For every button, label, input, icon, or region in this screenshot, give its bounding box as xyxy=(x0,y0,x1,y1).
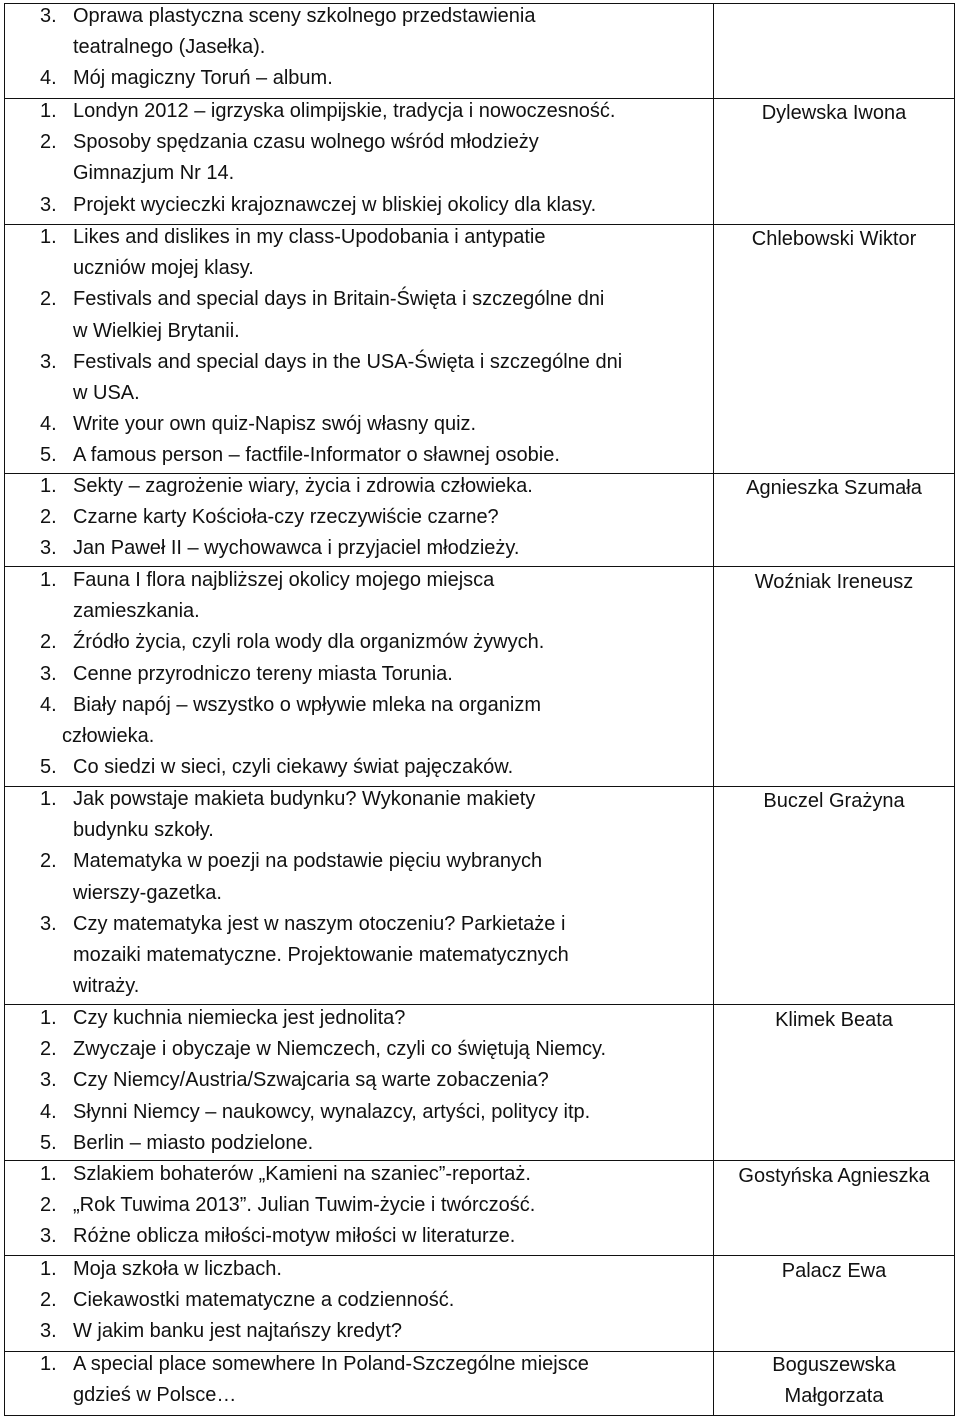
topic-text: Biały napój – wszystko o wpływie mleka na organizm xyxy=(73,693,541,716)
topic-text: W jakim banku jest najtańszy kredyt? xyxy=(73,1320,403,1343)
topic-number: 3. xyxy=(40,350,57,373)
topic-number: 1. xyxy=(40,1353,57,1375)
topic-text: Jan Paweł II – wychowawca i przyjaciel młodzieży. xyxy=(73,537,520,560)
topic-text: zamieszkania. xyxy=(73,600,200,623)
row-separator xyxy=(5,1351,954,1352)
topic-number: 3. xyxy=(40,193,57,216)
topic-text: Zwyczaje i obyczaje w Niemczech, czyli co świętują Niemcy. xyxy=(73,1038,607,1061)
author-name: Klimek Beata xyxy=(775,1009,893,1031)
topic-number: 4. xyxy=(40,67,57,90)
topic-number: 3. xyxy=(40,912,57,935)
topic-number: 5. xyxy=(40,1131,57,1154)
topic-text: Różne oblicza miłości-motyw miłości w literaturze. xyxy=(73,1225,516,1248)
topic-number: 1. xyxy=(40,569,57,591)
topic-text: Czy matematyka jest w naszym otoczeniu? Parkietaże i xyxy=(73,912,566,935)
topic-text: Sposoby spędzania czasu wolnego wśród młodzieży xyxy=(73,131,539,154)
topic-number: 1. xyxy=(40,226,57,248)
author-name: Woźniak Ireneusz xyxy=(754,571,914,593)
topic-text: Oprawa plastyczna sceny szkolnego przedstawienia xyxy=(73,5,536,27)
topic-number: 1. xyxy=(40,788,57,810)
topic-text: Festivals and special days in the USA-Święta i szczególne dni xyxy=(73,350,623,373)
topic-text: Cenne przyrodniczo tereny miasta Torunia. xyxy=(73,662,453,685)
topic-text: Czarne karty Kościoła-czy rzeczywiście czarne? xyxy=(73,506,499,529)
topic-text: gdzieś w Polsce… xyxy=(73,1384,237,1407)
topic-text: Moja szkoła w liczbach. xyxy=(73,1258,282,1280)
row-separator xyxy=(5,1004,954,1005)
topic-number: 1. xyxy=(40,1258,57,1280)
topic-text: Likes and dislikes in my class-Upodobania i antypatie xyxy=(73,226,546,248)
row-separator xyxy=(5,786,954,787)
row-separator xyxy=(5,1160,954,1161)
topic-text: Źródło życia, czyli rola wody dla organizmów żywych. xyxy=(73,631,545,654)
topic-text: Czy Niemcy/Austria/Szwajcaria są warte zobaczenia? xyxy=(73,1069,549,1092)
column-divider xyxy=(713,4,714,1415)
topic-text: „Rok Tuwima 2013”. Julian Tuwim-życie i twórczość. xyxy=(73,1194,536,1217)
topic-text: Londyn 2012 – igrzyska olimpijskie, tradycja i nowoczesność. xyxy=(73,100,616,122)
topic-text: Czy kuchnia niemiecka jest jednolita? xyxy=(73,1007,406,1029)
topic-number: 1. xyxy=(40,1163,57,1185)
topic-text: Gimnazjum Nr 14. xyxy=(73,162,235,185)
topic-text: teatralnego (Jasełka). xyxy=(73,36,266,59)
author-name: Małgorzata xyxy=(784,1385,884,1408)
topic-number: 1. xyxy=(40,475,57,497)
topic-text: w USA. xyxy=(73,382,140,404)
topic-text: w Wielkiej Brytanii. xyxy=(73,319,240,342)
topic-text: budynku szkoły. xyxy=(73,819,214,842)
topic-number: 3. xyxy=(40,662,57,685)
author-name: Gostyńska Agnieszka xyxy=(738,1165,930,1187)
topic-text: człowieka. xyxy=(62,725,155,747)
topic-number: 2. xyxy=(40,1194,57,1217)
topic-text: Ciekawostki matematyczne a codzienność. xyxy=(73,1289,455,1312)
row-separator xyxy=(5,98,954,99)
topic-text: Fauna I flora najbliższej okolicy mojego miejsca xyxy=(73,569,495,591)
topic-text: Co siedzi w sieci, czyli ciekawy świat pajęczaków. xyxy=(73,756,514,779)
topic-text: uczniów mojej klasy. xyxy=(73,257,254,280)
topic-text: Mój magiczny Toruń – album. xyxy=(73,67,333,90)
topic-number: 3. xyxy=(40,537,57,560)
topic-number: 3. xyxy=(40,1069,57,1092)
topic-text: Sekty – zagrożenie wiary, życia i zdrowia człowieka. xyxy=(73,475,533,497)
topic-text: Szlakiem bohaterów „Kamieni na szaniec”-reportaż. xyxy=(73,1163,531,1185)
topic-text: witraży. xyxy=(73,975,140,998)
author-name: Agnieszka Szumała xyxy=(746,477,922,499)
topic-number: 5. xyxy=(40,444,57,467)
topic-text: Write your own quiz-Napisz swój własny quiz. xyxy=(73,413,477,436)
row-separator xyxy=(5,1255,954,1256)
author-name: Boguszewska xyxy=(772,1354,896,1376)
author-name: Chlebowski Wiktor xyxy=(751,228,917,250)
author-name: Palacz Ewa xyxy=(781,1260,887,1282)
topic-text: Jak powstaje makieta budynku? Wykonanie makiety xyxy=(73,788,536,810)
row-separator xyxy=(5,566,954,567)
author-name: Buczel Grażyna xyxy=(763,790,905,812)
author-name: Dylewska Iwona xyxy=(761,102,907,124)
topic-number: 4. xyxy=(40,1100,57,1123)
topic-number: 2. xyxy=(40,1038,57,1061)
topic-number: 4. xyxy=(40,693,57,716)
topic-number: 1. xyxy=(40,1007,57,1029)
topic-text: Matematyka w poezji na podstawie pięciu wybranych xyxy=(73,850,543,873)
topic-text: A famous person – factfile-Informator o sławnej osobie. xyxy=(73,444,560,467)
topic-text: Festivals and special days in Britain-Święta i szczególne dni xyxy=(73,288,605,311)
topic-text: Berlin – miasto podzielone. xyxy=(73,1131,314,1154)
topic-text: mozaiki matematyczne. Projektowanie matematycznych xyxy=(73,944,569,966)
topic-number: 2. xyxy=(40,850,57,873)
topic-text: Projekt wycieczki krajoznawczej w bliskiej okolicy dla klasy. xyxy=(73,193,597,216)
topic-number: 2. xyxy=(40,1289,57,1312)
topic-number: 2. xyxy=(40,506,57,529)
topic-number: 4. xyxy=(40,413,57,436)
topic-number: 2. xyxy=(40,288,57,311)
row-separator xyxy=(5,224,954,225)
topic-text: Słynni Niemcy – naukowcy, wynalazcy, artyści, politycy itp. xyxy=(73,1100,591,1123)
topic-text: wierszy-gazetka. xyxy=(73,881,222,904)
topic-number: 2. xyxy=(40,631,57,654)
topic-number: 5. xyxy=(40,756,57,779)
topic-number: 1. xyxy=(40,100,57,122)
topic-number: 3. xyxy=(40,1320,57,1343)
topic-number: 3. xyxy=(40,5,57,27)
row-separator xyxy=(5,473,954,474)
topic-number: 3. xyxy=(40,1225,57,1248)
topic-text: A special place somewhere In Poland-Szczególne miejsce xyxy=(73,1353,589,1375)
topic-number: 2. xyxy=(40,131,57,154)
